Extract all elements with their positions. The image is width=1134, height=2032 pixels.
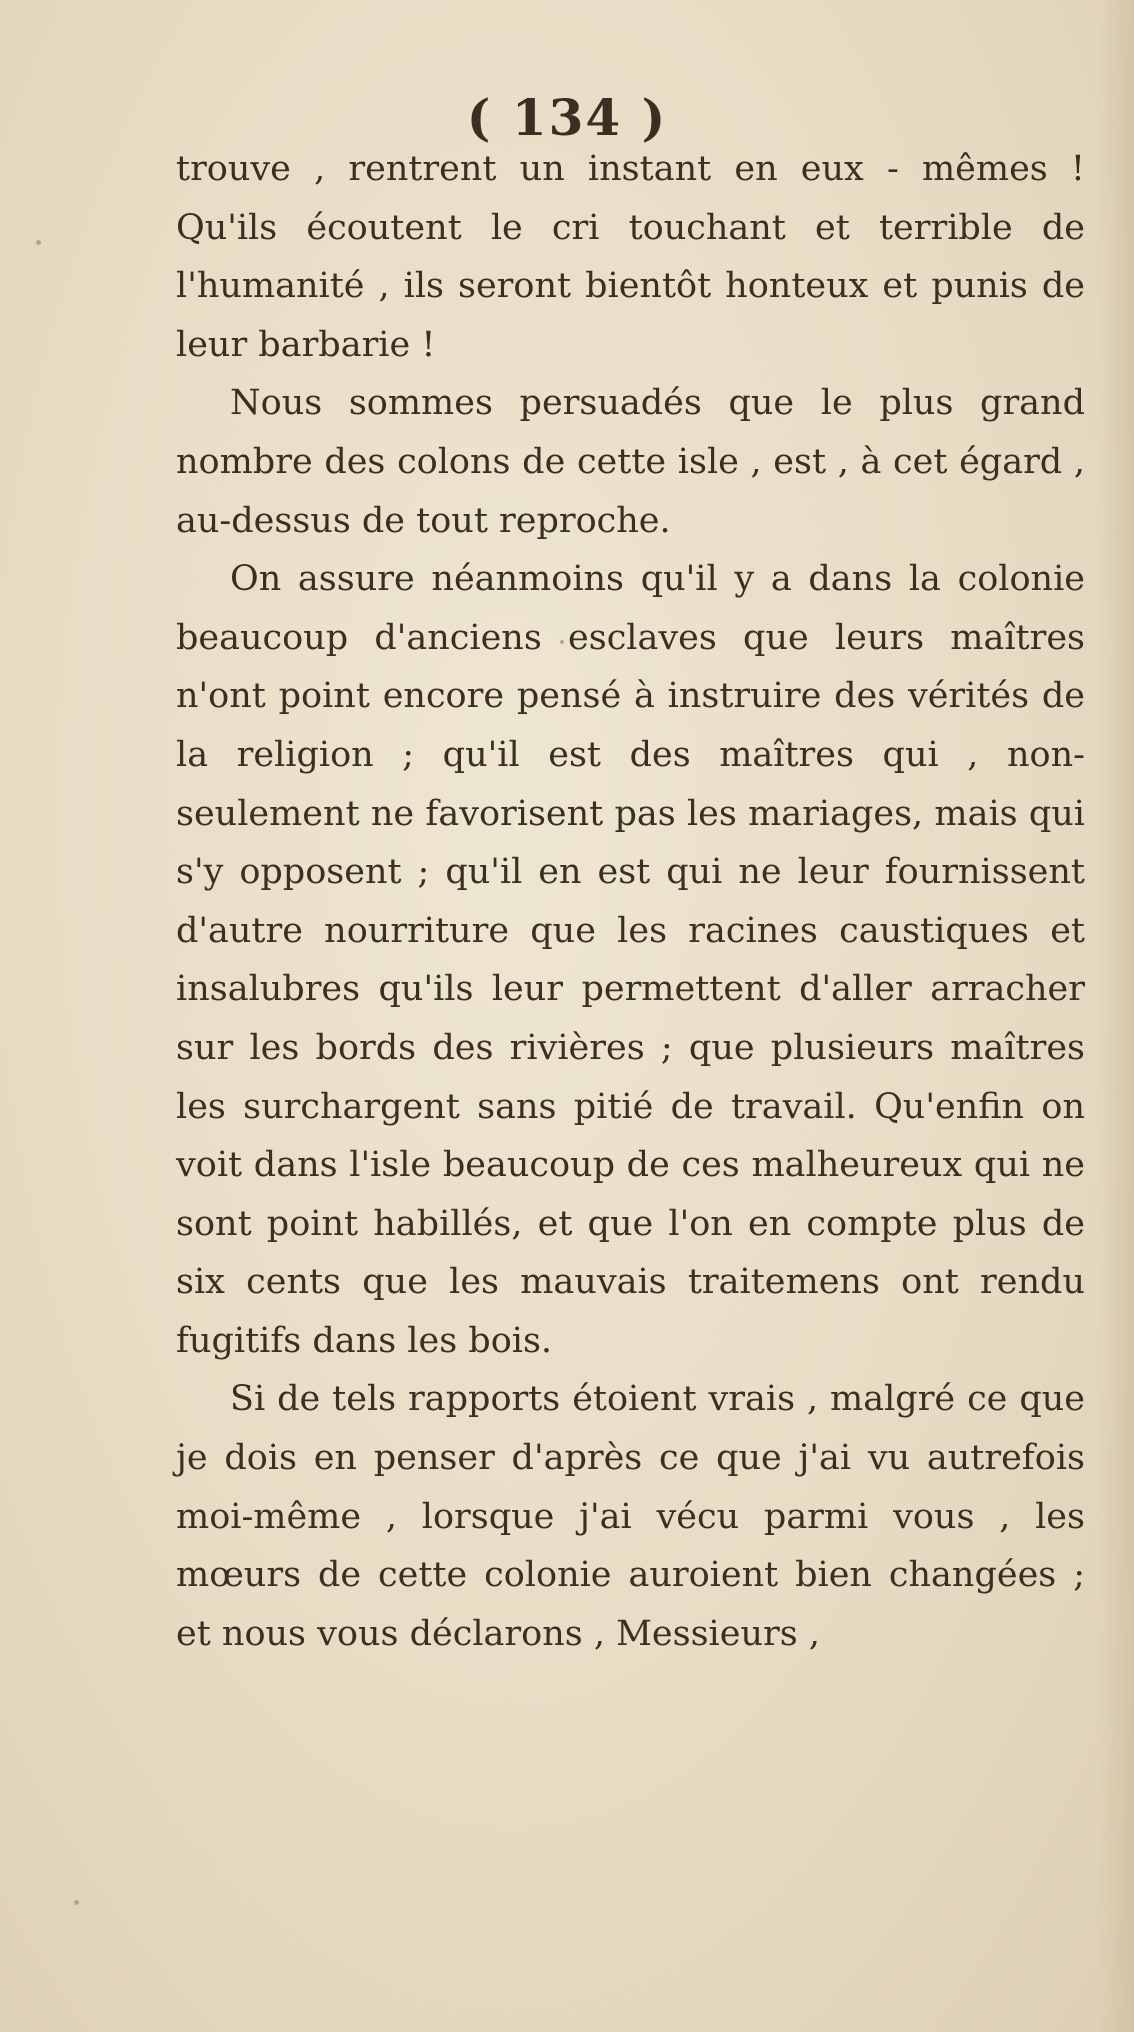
gutter-shadow [1098, 0, 1134, 2032]
page-number: ( 134 ) [466, 88, 668, 147]
paper-speck [36, 240, 41, 245]
paragraph: Si de tels rapports étoient vrais , malgré ce que je dois en penser d'après ce que j'ai vu autrefois moi-même , lorsque j'ai vécu parmi vous , les mœurs de cette colonie auroient bien changées ; et nous vous déclarons , Messieurs , [176, 1379, 1085, 1654]
paragraph: On assure néanmoins qu'il y a dans la colonie beaucoup d'anciens esclaves que leurs maîtres n'ont point encore pensé à instruire des vérités de la religion ; qu'il est des maîtres qui , non-seulement ne favorisent pas les mariages, mais qui s'y opposent ; qu'il en est qui ne leur fournissent d'autre nourriture que les racines caustiques et insalubres qu'ils leur permettent d'aller arracher sur les bords des rivières ; que plusieurs maîtres les surchargent sans pitié de travail. Qu'enfin on voit dans l'isle beaucoup de ces malheureux qui ne sont point habillés, et que l'on en compte plus de six cents que les mauvais traitemens ont rendu fugitifs dans les bois. [176, 559, 1085, 1361]
body-text [176, 140, 1085, 1663]
paragraph-continuation: trouve , rentrent un instant en eux - mêmes ! Qu'ils écoutent le cri touchant et terrible de l'humanité , ils seront bientôt honteux et punis de leur barbarie ! [176, 149, 1085, 365]
paragraph: Nous sommes persuadés que le plus grand nombre des colons de cette isle , est , à cet égard , au-dessus de tout reproche. [176, 383, 1085, 541]
paper-speck [74, 1900, 79, 1905]
